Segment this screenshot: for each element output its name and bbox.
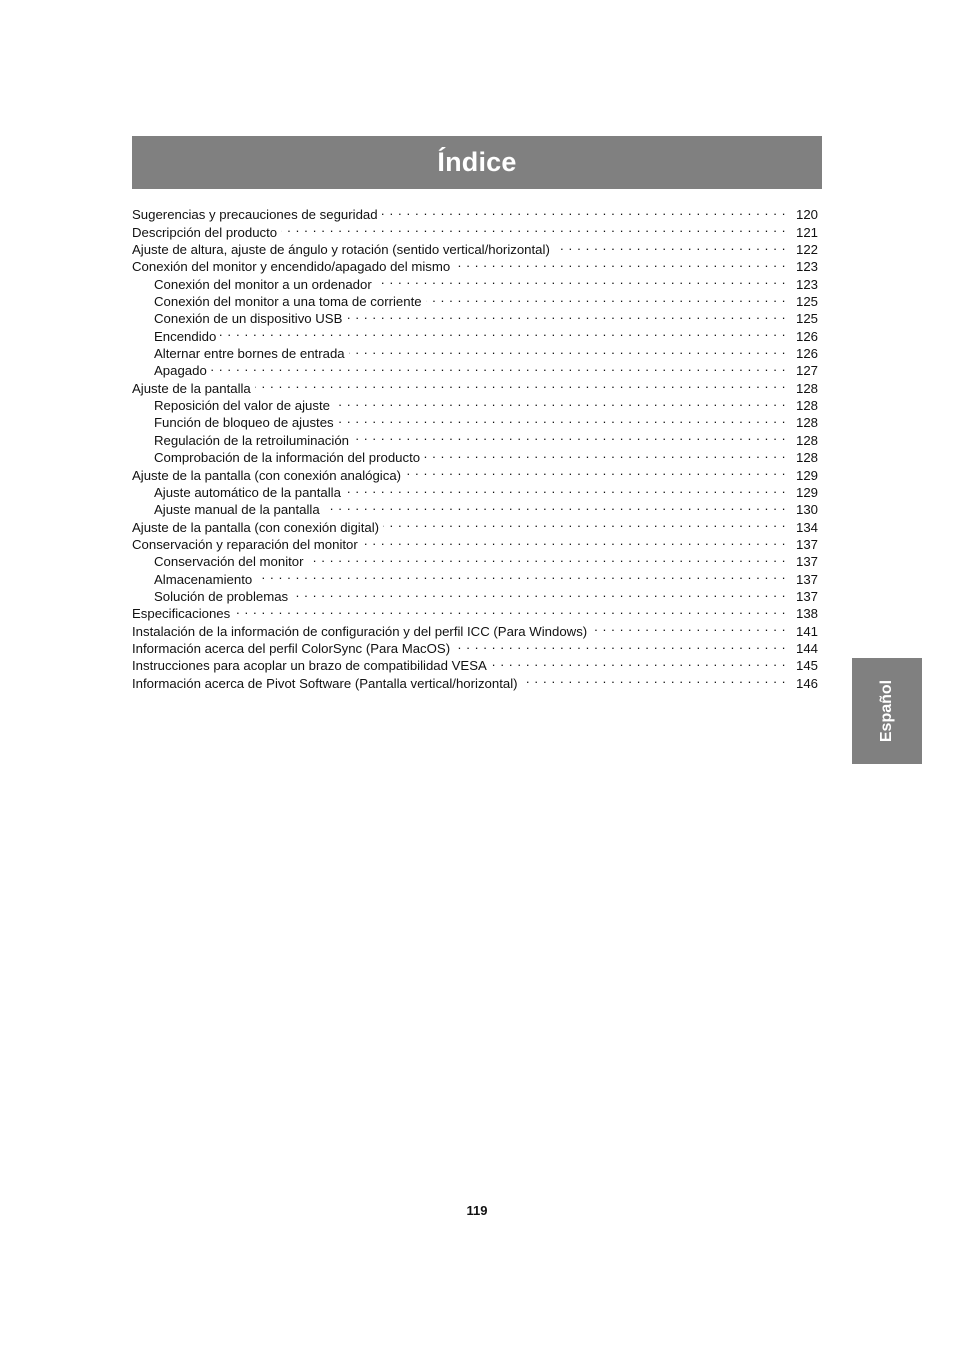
toc-entry[interactable] xyxy=(132,341,818,362)
language-tab xyxy=(852,658,922,764)
toc-dot-leader xyxy=(454,254,786,271)
toc-entry-label: Especificaciones xyxy=(132,606,231,622)
toc-dot-leader xyxy=(554,237,786,254)
toc-dot-leader xyxy=(405,462,786,479)
toc-entry-page: 130 xyxy=(795,502,818,518)
toc-entry-page: 134 xyxy=(795,519,818,535)
toc-dot-leader xyxy=(522,670,786,687)
toc-dot-leader xyxy=(346,306,786,323)
toc-entry-label: Función de bloqueo de ajustes xyxy=(154,415,334,431)
toc-entry-label: Conservación del monitor xyxy=(154,554,304,570)
toc-entry-page: 128 xyxy=(795,432,818,448)
toc-entry-label: Ajuste de la pantalla xyxy=(132,380,251,396)
toc-entry-label: Conservación y reparación del monitor xyxy=(132,536,358,552)
toc-entry-page: 129 xyxy=(795,484,818,500)
page-number: 119 xyxy=(466,1203,488,1218)
toc-dot-leader xyxy=(292,584,786,601)
toc-dot-leader xyxy=(256,566,786,583)
toc-dot-leader xyxy=(345,480,786,497)
toc-entry-label: Almacenamiento xyxy=(154,571,253,587)
toc-entry-label: Ajuste manual de la pantalla xyxy=(154,502,320,518)
page-title: Índice xyxy=(437,147,517,177)
toc-dot-leader xyxy=(308,549,786,566)
toc-entry-label: Apagado xyxy=(154,363,207,379)
toc-entry[interactable] xyxy=(132,618,818,639)
toc-entry-label: Instrucciones para acoplar un brazo de compatibilidad VESA xyxy=(132,658,487,674)
toc-dot-leader xyxy=(349,341,786,358)
toc-entry-page: 126 xyxy=(795,328,818,344)
toc-entry-page: 146 xyxy=(795,675,818,691)
toc-entry[interactable] xyxy=(132,375,818,396)
toc-entry-page: 128 xyxy=(795,380,818,396)
toc-entry-page: 137 xyxy=(795,571,818,587)
toc-entry-label: Conexión del monitor y encendido/apagado del mismo xyxy=(132,259,451,275)
toc-entry-page: 121 xyxy=(795,224,818,240)
toc-entry-page: 144 xyxy=(795,640,818,656)
toc-dot-leader xyxy=(382,202,786,219)
toc-entry-page: 145 xyxy=(795,658,818,674)
toc-entry-label: Conexión de un dispositivo USB xyxy=(154,311,343,327)
toc-entry-label: Conexión del monitor a un ordenador xyxy=(154,276,372,292)
toc-dot-leader xyxy=(426,289,786,306)
toc-entry-page: 129 xyxy=(795,467,818,483)
toc-dot-leader xyxy=(362,532,786,549)
title-bar xyxy=(132,136,822,189)
toc-entry-label: Encendido xyxy=(154,328,217,344)
toc-entry-label: Información acerca de Pivot Software (Pantalla vertical/horizontal) xyxy=(132,675,518,691)
toc-entry[interactable] xyxy=(132,202,818,223)
table-of-contents xyxy=(132,202,818,691)
toc-entry-page: 123 xyxy=(795,276,818,292)
toc-dot-leader xyxy=(281,219,786,236)
toc-entry-page: 137 xyxy=(795,554,818,570)
toc-entry-page: 126 xyxy=(795,346,818,362)
toc-entry-page: 137 xyxy=(795,588,818,604)
toc-entry-page: 120 xyxy=(795,207,818,223)
toc-dot-leader xyxy=(234,601,786,618)
toc-entry[interactable] xyxy=(132,323,818,344)
toc-entry-page: 128 xyxy=(795,450,818,466)
toc-entry-page: 128 xyxy=(795,415,818,431)
toc-dot-leader xyxy=(211,358,786,375)
toc-entry-label: Sugerencias y precauciones de seguridad xyxy=(132,207,378,223)
toc-entry-label: Instalación de la información de configuración y del perfil ICC (Para Windows) xyxy=(132,623,588,639)
toc-dot-leader xyxy=(424,445,786,462)
toc-entry-page: 125 xyxy=(795,294,818,310)
toc-dot-leader xyxy=(338,410,786,427)
toc-entry-label: Comprobación de la información del producto xyxy=(154,450,421,466)
toc-entry-label: Alternar entre bornes de entrada xyxy=(154,346,345,362)
toc-entry-label: Regulación de la retroiluminación xyxy=(154,432,349,448)
toc-dot-leader xyxy=(255,375,786,392)
toc-entry[interactable] xyxy=(132,601,818,622)
toc-entry-page: 122 xyxy=(795,242,818,258)
toc-dot-leader xyxy=(454,636,786,653)
toc-entry-label: Ajuste de la pantalla (con conexión analógica) xyxy=(132,467,402,483)
toc-entry-label: Información acerca del perfil ColorSync (Para MacOS) xyxy=(132,640,451,656)
toc-entry[interactable] xyxy=(132,358,818,379)
toc-entry-page: 127 xyxy=(795,363,818,379)
language-tab-label: Español xyxy=(877,679,895,743)
toc-entry-page: 128 xyxy=(795,398,818,414)
toc-entry-label: Reposición del valor de ajuste xyxy=(154,398,330,414)
toc-dot-leader xyxy=(324,497,786,514)
toc-dot-leader xyxy=(334,393,786,410)
toc-entry-label: Conexión del monitor a una toma de corriente xyxy=(154,294,422,310)
toc-entry-page: 123 xyxy=(795,259,818,275)
toc-dot-leader xyxy=(591,618,786,635)
toc-entry-label: Ajuste de altura, ajuste de ángulo y rotación (sentido vertical/horizontal) xyxy=(132,242,550,258)
toc-entry-page: 141 xyxy=(795,623,818,639)
toc-dot-leader xyxy=(383,514,786,531)
toc-dot-leader xyxy=(353,427,786,444)
toc-dot-leader xyxy=(491,653,786,670)
toc-entry-label: Descripción del producto xyxy=(132,224,278,240)
toc-entry-page: 125 xyxy=(795,311,818,327)
toc-entry-label: Ajuste automático de la pantalla xyxy=(154,484,341,500)
toc-entry-page: 138 xyxy=(795,606,818,622)
toc-entry-page: 137 xyxy=(795,536,818,552)
toc-entry-label: Solución de problemas xyxy=(154,588,289,604)
toc-dot-leader xyxy=(376,271,786,288)
toc-dot-leader xyxy=(220,323,786,340)
toc-entry-label: Ajuste de la pantalla (con conexión digital) xyxy=(132,519,380,535)
